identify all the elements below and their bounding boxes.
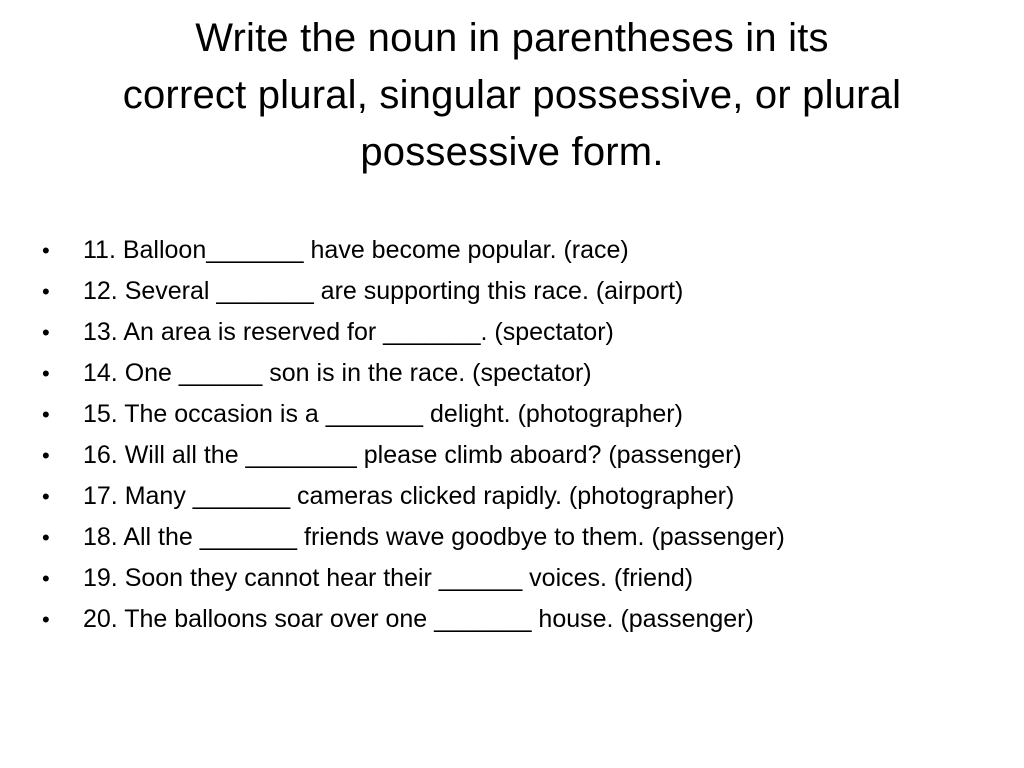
exercise-list <box>40 230 1000 640</box>
bullet-icon: • <box>42 484 50 509</box>
exercise-text: 14. One ______ son is in the race. (spectator) <box>83 359 592 387</box>
bullet-icon: • <box>42 402 50 427</box>
bullet-icon: • <box>42 607 50 632</box>
exercise-item-16 <box>40 435 1000 476</box>
bullet-icon: • <box>42 566 50 591</box>
exercise-text: 17. Many _______ cameras clicked rapidly. (photographer) <box>83 482 735 510</box>
bullet-icon: • <box>42 361 50 386</box>
title-line-2: correct plural, singular possessive, or plural <box>122 73 902 117</box>
bullet-icon: • <box>42 279 50 304</box>
exercise-text: 11. Balloon_______ have become popular. (race) <box>83 236 629 264</box>
exercise-item-20 <box>40 599 1000 640</box>
exercise-text: 15. The occasion is a _______ delight. (photographer) <box>83 400 683 428</box>
exercise-text: 16. Will all the ________ please climb aboard? (passenger) <box>83 441 742 469</box>
bullet-icon: • <box>42 238 50 263</box>
exercise-item-18 <box>40 517 1000 558</box>
exercise-item-17 <box>40 476 1000 517</box>
exercise-item-13 <box>40 312 1000 353</box>
slide-title <box>40 10 984 181</box>
exercise-text: 12. Several _______ are supporting this race. (airport) <box>83 277 684 305</box>
title-line-1: Write the noun in parentheses in its <box>195 16 829 60</box>
exercise-text: 19. Soon they cannot hear their ______ voices. (friend) <box>83 564 694 592</box>
bullet-icon: • <box>42 443 50 468</box>
exercise-item-11 <box>40 230 1000 271</box>
exercise-item-19 <box>40 558 1000 599</box>
exercise-text: 18. All the _______ friends wave goodbye to them. (passenger) <box>83 523 785 551</box>
title-line-3: possessive form. <box>360 130 664 174</box>
exercise-item-14 <box>40 353 1000 394</box>
exercise-item-15 <box>40 394 1000 435</box>
bullet-icon: • <box>42 525 50 550</box>
bullet-icon: • <box>42 320 50 345</box>
exercise-item-12 <box>40 271 1000 312</box>
exercise-text: 20. The balloons soar over one _______ house. (passenger) <box>83 605 754 633</box>
exercise-text: 13. An area is reserved for _______. (spectator) <box>83 318 614 346</box>
